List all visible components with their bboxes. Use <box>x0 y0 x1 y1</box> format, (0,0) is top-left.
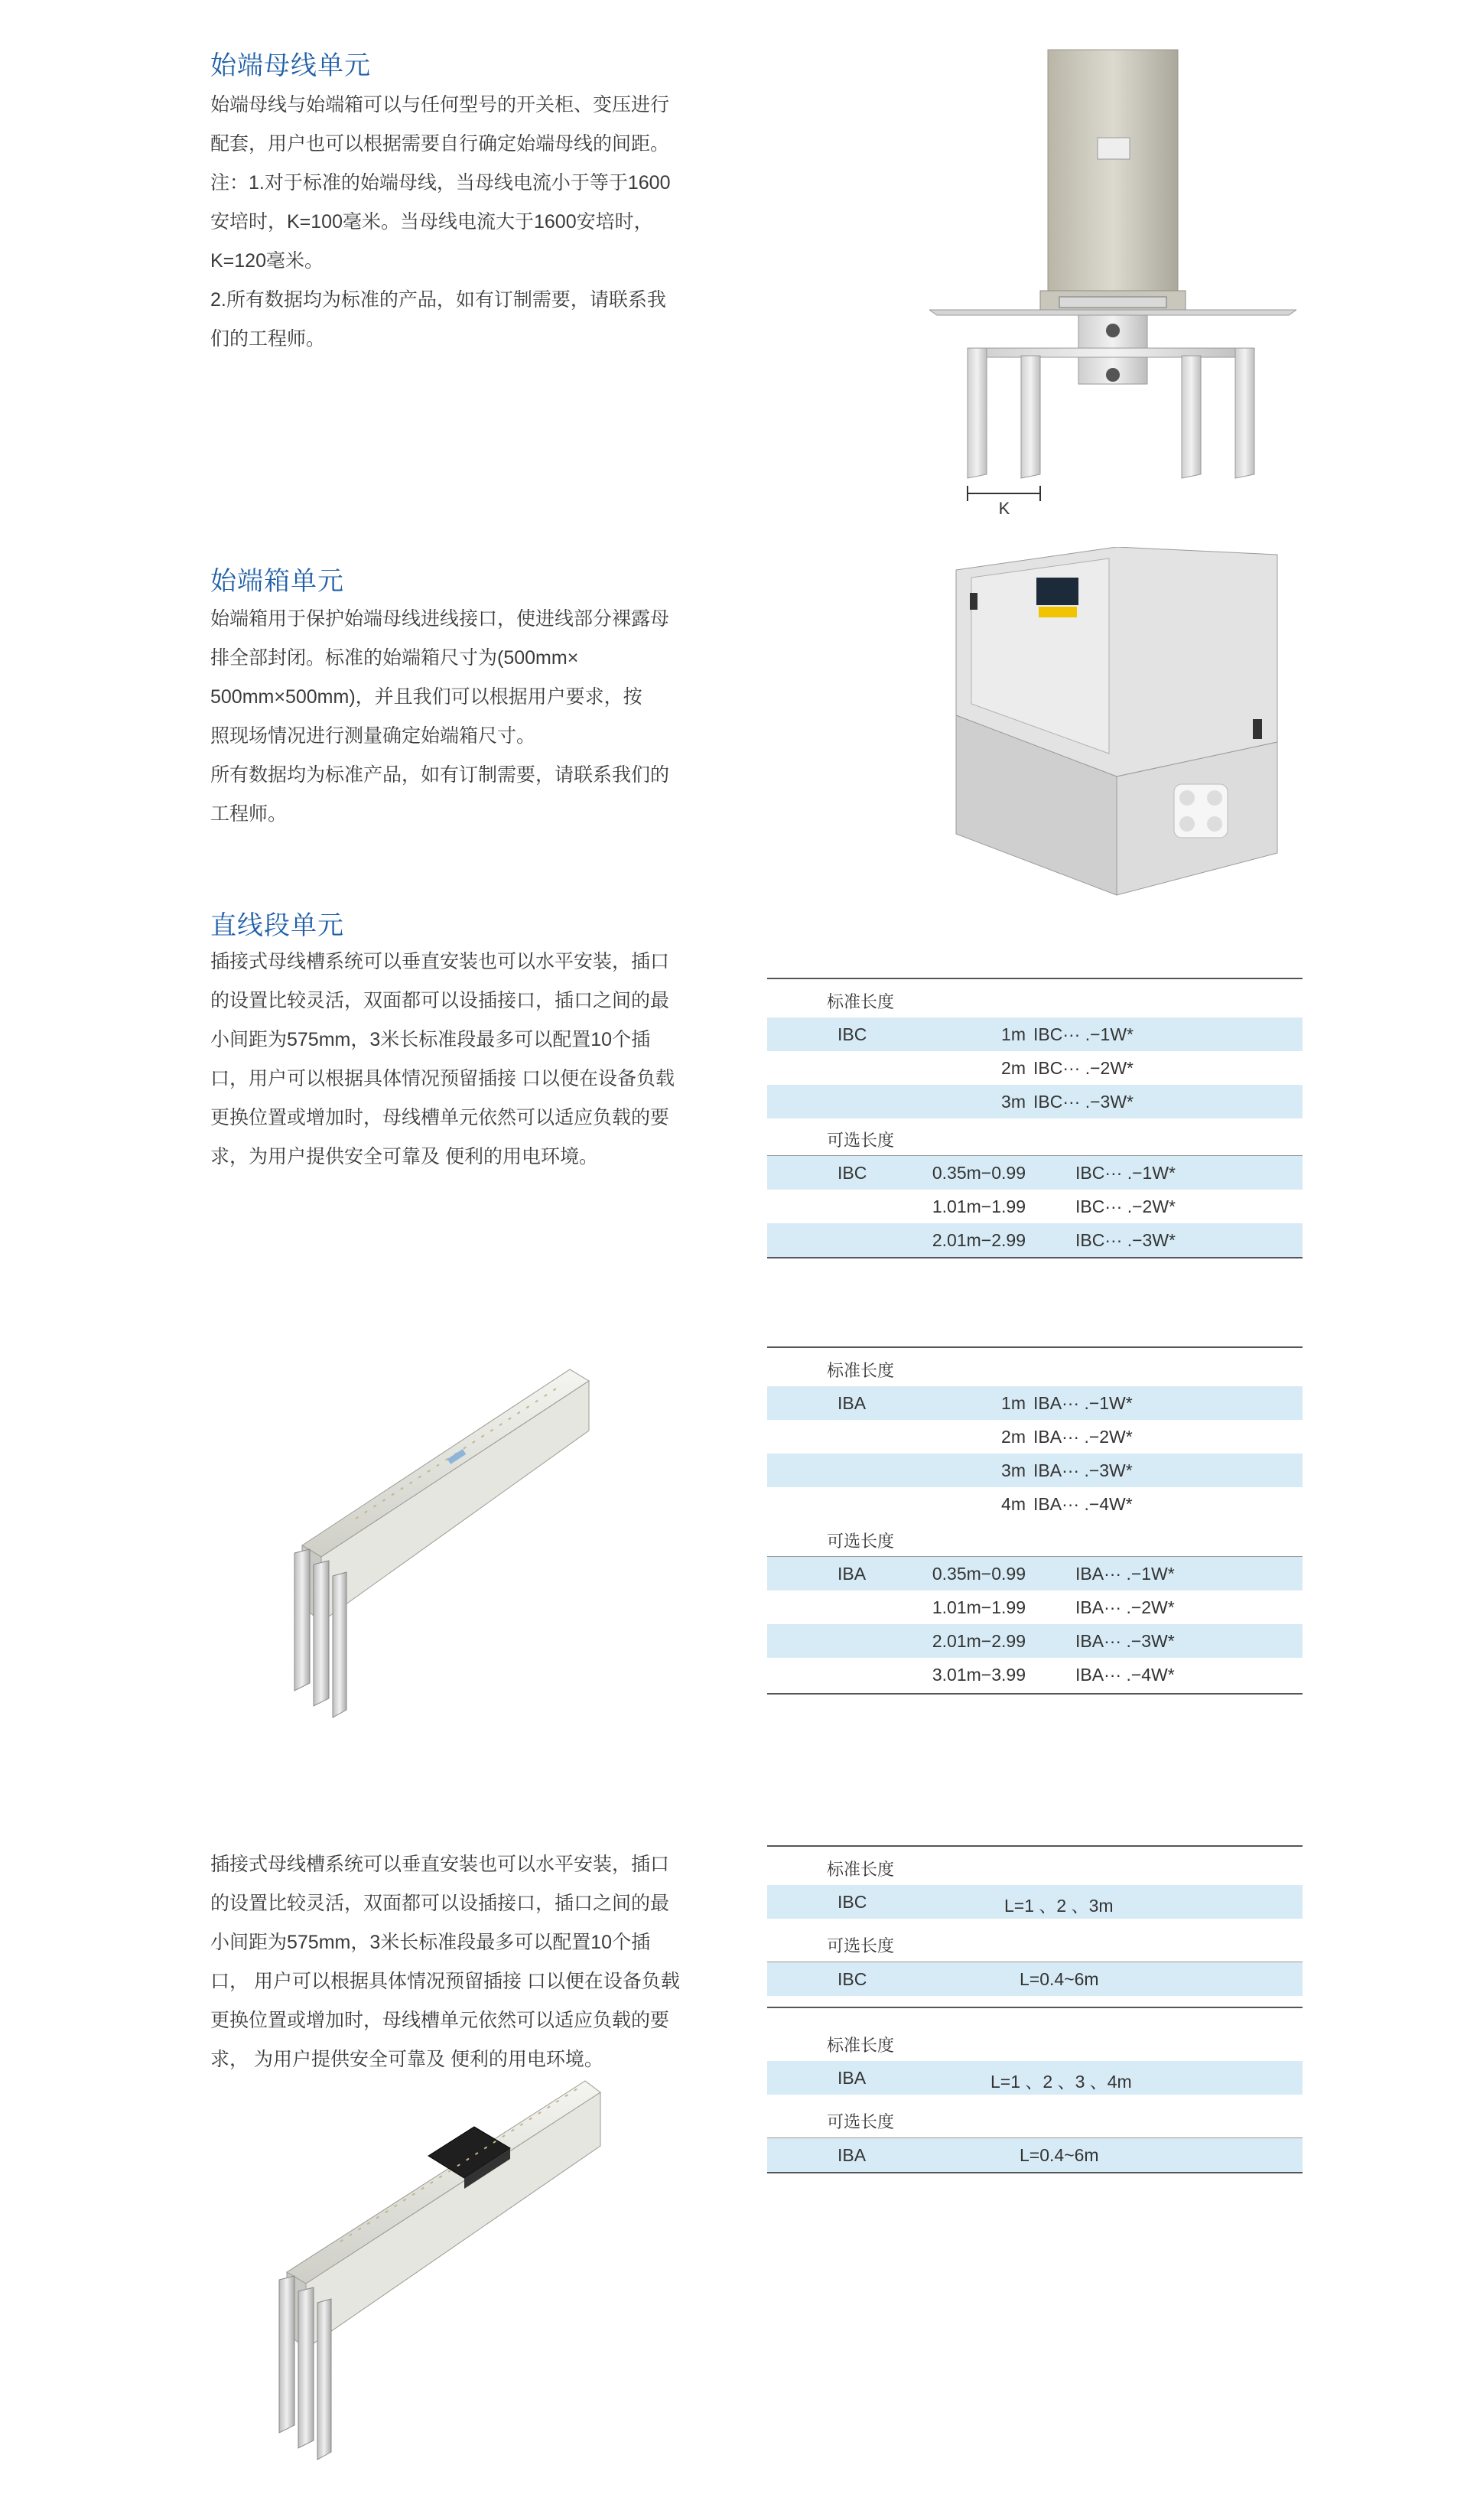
table-row <box>767 1590 1303 1624</box>
length-cell: 2.01m−2.99 <box>932 1631 1026 1651</box>
model-cell: IBA <box>838 1393 867 1413</box>
code-cell: IBC··· .−1W* <box>1075 1163 1176 1183</box>
table-row <box>767 2138 1303 2172</box>
text-line: K=120毫米。 <box>210 250 324 272</box>
length-cell: 0.35m−0.99 <box>932 1163 1026 1183</box>
plug-busbar-image <box>272 2066 608 2463</box>
optional-length-header: 可选长度 <box>827 2112 895 2131</box>
standard-length-header: 标准长度 <box>827 1860 895 1879</box>
text-line: 始端母线与始端箱可以与任何型号的开关柜、变压进行 <box>210 94 670 116</box>
length-cell: L=1 、2 、3 、4m <box>990 2072 1132 2092</box>
code-cell: IBC··· .−2W* <box>1075 1197 1176 1216</box>
text-line: 注：1.对于标准的始端母线，当母线电流小于等于1600 <box>210 172 671 194</box>
text-line: 口， 用户可以根据具体情况预留插接 口以便在设备负载 <box>210 1971 680 1992</box>
start-busbar-description <box>210 86 719 359</box>
text-line: 照现场情况进行测量确定始端箱尺寸。 <box>210 725 536 747</box>
code-cell: IBC··· .−3W* <box>1075 1230 1176 1250</box>
start-busbar-image <box>929 46 1296 520</box>
text-line: 排全部封闭。标准的始端箱尺寸为(500mm× <box>210 647 579 669</box>
model-cell: IBA <box>838 2068 867 2088</box>
table-row <box>767 1190 1303 1223</box>
text-line: 求，为用户提供安全可靠及 便利的用电环境。 <box>210 1146 598 1167</box>
table-row <box>767 2061 1303 2095</box>
table-row <box>767 1223 1303 1257</box>
standard-length-header: 标准长度 <box>827 992 895 1011</box>
length-cell: 4m <box>1001 1494 1026 1514</box>
length-cell: 1m <box>1001 1024 1026 1044</box>
length-cell: 3.01m−3.99 <box>932 1665 1026 1685</box>
k-dimension-label: K <box>998 499 1010 518</box>
start-box-description <box>210 600 719 834</box>
model-cell: IBC <box>838 1024 867 1044</box>
code-cell: IBA··· .−4W* <box>1075 1665 1175 1685</box>
length-cell: L=0.4~6m <box>1020 2145 1099 2165</box>
code-cell: IBA··· .−1W* <box>1075 1564 1175 1584</box>
text-line: 配套，用户也可以根据需要自行确定始端母线的间距。 <box>210 133 670 155</box>
table-row <box>767 1885 1303 1919</box>
optional-length-header: 可选长度 <box>827 1131 895 1150</box>
table-row <box>767 1085 1303 1118</box>
length-cell: 1.01m−1.99 <box>932 1597 1026 1617</box>
text-line: 的设置比较灵活，双面都可以设插接口，插口之间的最 <box>210 990 670 1011</box>
optional-length-header: 可选长度 <box>827 1532 895 1551</box>
plug-segment-description <box>210 1845 719 2079</box>
length-cell: 2m <box>1001 1058 1026 1078</box>
length-cell: L=0.4~6m <box>1020 1969 1099 1989</box>
length-cell: 2.01m−2.99 <box>932 1230 1026 1250</box>
length-cell: 3m <box>1001 1092 1026 1112</box>
table-row <box>767 1386 1303 1420</box>
text-line: 小间距为575mm，3米长标准段最多可以配置10个插 <box>210 1932 651 1953</box>
length-cell: 3m <box>1001 1460 1026 1480</box>
table-row <box>767 1051 1303 1085</box>
code-cell: IBC··· .−1W* <box>1033 1024 1134 1044</box>
text-line: 的设置比较灵活，双面都可以设插接口，插口之间的最 <box>210 1893 670 1914</box>
text-line: 更换位置或增加时，母线槽单元依然可以适应负载的要 <box>210 2010 670 2031</box>
length-cell: 0.35m−0.99 <box>932 1564 1026 1584</box>
text-line: 所有数据均为标准产品，如有订制需要，请联系我们的 <box>210 764 670 786</box>
text-line: 口，用户可以根据具体情况预留插接 口以便在设备负载 <box>210 1068 675 1089</box>
length-cell: 2m <box>1001 1427 1026 1447</box>
code-cell: IBA··· .−3W* <box>1033 1460 1133 1480</box>
text-line: 求， 为用户提供安全可靠及 便利的用电环境。 <box>210 2049 603 2070</box>
iba-length-table <box>767 1346 1303 1714</box>
text-line: 更换位置或增加时，母线槽单元依然可以适应负载的要 <box>210 1107 670 1128</box>
text-line: 小间距为575mm，3米长标准段最多可以配置10个插 <box>210 1029 651 1050</box>
table-row <box>767 1156 1303 1190</box>
code-cell: IBC··· .−2W* <box>1033 1058 1134 1078</box>
table-row <box>767 1962 1303 1996</box>
straight-busbar-image <box>287 1362 600 1721</box>
model-cell: IBC <box>838 1969 867 1989</box>
table-row <box>767 1487 1303 1521</box>
text-line: 始端箱用于保护始端母线进线接口，使进线部分裸露母 <box>210 608 670 630</box>
text-line: 插接式母线槽系统可以垂直安装也可以水平安装，插口 <box>210 951 670 972</box>
table-row <box>767 1557 1303 1590</box>
text-line: 工程师。 <box>210 803 288 825</box>
code-cell: IBA··· .−4W* <box>1033 1494 1133 1514</box>
model-cell: IBC <box>838 1163 867 1183</box>
text-line: 500mm×500mm)，并且我们可以根据用户要求，按 <box>210 686 642 708</box>
start-box-image <box>948 547 1285 907</box>
table-row <box>767 1420 1303 1454</box>
length-cell: 1m <box>1001 1393 1026 1413</box>
text-line: 安培时，K=100毫米。当母线电流大于1600安培时， <box>210 211 653 233</box>
straight-segment-description <box>210 943 719 1177</box>
code-cell: IBA··· .−1W* <box>1033 1393 1133 1413</box>
section-title-start-box: 始端箱单元 <box>210 567 344 596</box>
text-line: 2.所有数据均为标准的产品，如有订制需要，请联系我 <box>210 289 666 311</box>
plug-length-table <box>767 1845 1303 2197</box>
model-cell: IBA <box>838 2145 867 2165</box>
section-title-start-busbar: 始端母线单元 <box>210 51 371 80</box>
table-row <box>767 1658 1303 1691</box>
standard-length-header: 标准长度 <box>827 1361 895 1380</box>
table-row <box>767 1454 1303 1487</box>
length-cell: L=1 、2 、3m <box>1004 1896 1114 1916</box>
table-row <box>767 1624 1303 1658</box>
table-row <box>767 1017 1303 1051</box>
ibc-length-table <box>767 978 1303 1268</box>
code-cell: IBC··· .−3W* <box>1033 1092 1134 1112</box>
text-line: 插接式母线槽系统可以垂直安装也可以水平安装，插口 <box>210 1854 670 1875</box>
code-cell: IBA··· .−3W* <box>1075 1631 1175 1651</box>
model-cell: IBC <box>838 1892 867 1912</box>
code-cell: IBA··· .−2W* <box>1075 1597 1175 1617</box>
optional-length-header: 可选长度 <box>827 1936 895 1955</box>
length-cell: 1.01m−1.99 <box>932 1197 1026 1216</box>
standard-length-header: 标准长度 <box>827 2036 895 2055</box>
code-cell: IBA··· .−2W* <box>1033 1427 1133 1447</box>
section-title-straight-segment: 直线段单元 <box>210 911 344 940</box>
text-line: 们的工程师。 <box>210 328 326 350</box>
model-cell: IBA <box>838 1564 867 1584</box>
